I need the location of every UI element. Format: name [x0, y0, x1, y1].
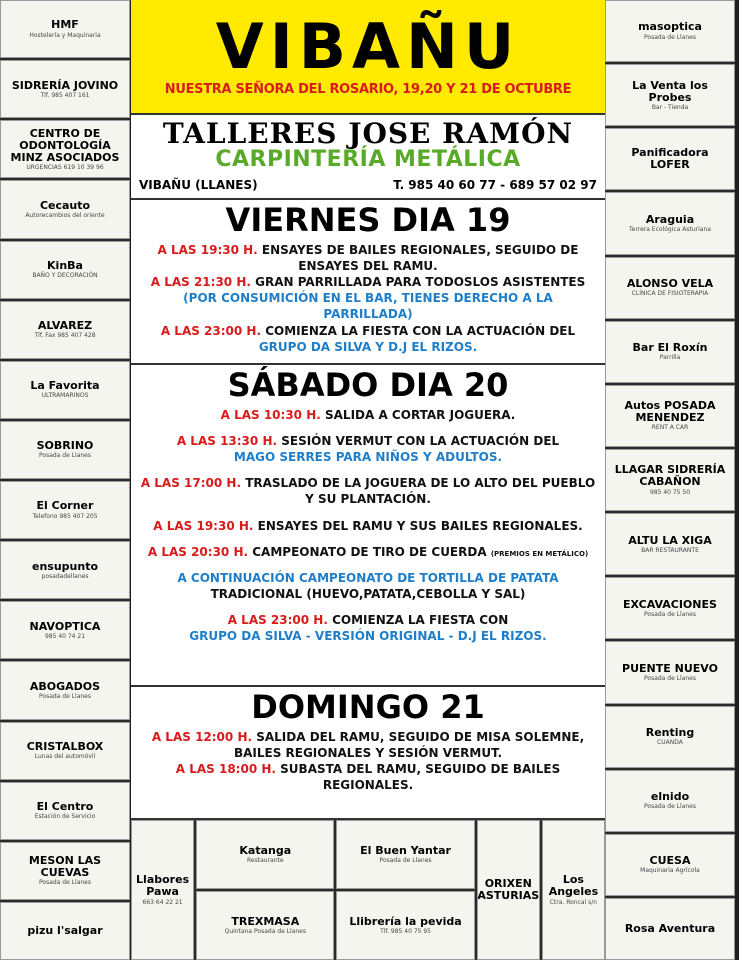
sponsor-ad	[477, 820, 540, 960]
sponsor-ad	[336, 820, 474, 889]
title-banner	[131, 0, 605, 115]
ad-detail: Tlf. 985 407 161	[40, 91, 90, 99]
sponsor-ad	[0, 361, 130, 419]
spacer	[137, 465, 599, 475]
sponsor-ad	[605, 0, 735, 62]
sponsor-ad	[605, 385, 735, 447]
sponsor-phones: T. 985 40 60 77 - 689 57 02 97	[393, 178, 597, 192]
sponsor-ad	[0, 902, 130, 960]
ad-detail: CLÍNICA DE FISIOTERAPIA	[631, 290, 709, 298]
sponsor-ad	[0, 241, 130, 299]
event-time: A LAS 19:30 H.	[157, 242, 258, 257]
ad-name: NAVOPTICA	[29, 619, 101, 633]
event-time: A LAS 21:30 H.	[150, 274, 251, 289]
sponsor-ad	[605, 834, 735, 896]
ad-pair	[196, 820, 334, 960]
ad-name: CUESA	[649, 854, 691, 868]
sponsor-ad	[605, 257, 735, 319]
ad-detail: CUANDA	[657, 739, 683, 747]
ad-name: El Buen Yantar	[360, 843, 451, 857]
day-section	[131, 365, 605, 687]
event-text: GRAN PARRILLADA PARA TODOSLOS ASISTENTES	[255, 274, 586, 289]
event-time: A LAS 23:00 H.	[160, 323, 262, 338]
day-title: VIERNES DIA 19	[225, 201, 511, 239]
ad-detail: RENT A CAR	[651, 424, 689, 432]
sponsor-ad	[605, 64, 735, 126]
ad-detail: URGENCIAS 619 10 39 96	[26, 163, 104, 171]
ad-name: ALVAREZ	[37, 319, 93, 333]
sponsor-ad	[0, 60, 130, 118]
ad-detail: Posada de Llanes	[644, 674, 696, 682]
ad-name: TREXMASA	[231, 914, 300, 928]
ad-detail: Tlf. 985 40 75 95	[380, 927, 431, 935]
event-time: A LAS 10:30 H.	[220, 407, 321, 422]
sponsor-ad	[605, 641, 735, 703]
ad-name: PUENTE NUEVO	[622, 661, 718, 675]
ad-detail: Posada de Llanes	[39, 452, 91, 460]
event-small-note: (PREMIOS EN METÁLICO)	[490, 549, 589, 558]
ad-name: Bar El Roxín	[632, 341, 708, 355]
ad-detail: Posada de Llanes	[644, 33, 696, 41]
ad-pair	[336, 820, 474, 960]
ad-detail: Lunas del automóvil	[34, 753, 96, 761]
ad-detail: Autorecambios del oriente	[25, 211, 105, 219]
event-time: A LAS 19:30 H.	[153, 518, 254, 533]
event-text: SALIDA DEL RAMU, SEGUIDO DE MISA SOLEMNE, BAILES REGIONALES Y SESIÓN VERMUT.	[233, 729, 585, 760]
ad-name: Rosa Aventura	[624, 921, 716, 935]
event-note: A CONTINUACIÓN CAMPEONATO DE TORTILLA DE PATATA	[177, 570, 559, 585]
sponsor-ad	[0, 180, 130, 238]
event-text: TRADICIONAL (HUEVO,PATATA,CEBOLLA Y SAL)	[210, 587, 526, 602]
event-item	[137, 612, 599, 644]
spacer	[137, 508, 599, 518]
event-item	[137, 544, 599, 560]
ad-name: Llibrería la pevida	[349, 914, 462, 928]
ad-name: Panificadora LOFER	[631, 146, 709, 172]
event-item	[137, 761, 599, 793]
event-text: ENSAYES DE BAILES REGIONALES, SEGUIDO DE ENSAYES DEL RAMU.	[261, 242, 579, 273]
ad-detail: 985 40 74 21	[44, 632, 86, 640]
ad-name: ALONSO VELA	[626, 276, 714, 290]
sponsor-ad	[196, 820, 334, 889]
spacer	[137, 534, 599, 544]
ad-name: Araguia	[645, 212, 695, 226]
festival-subtitle: NUESTRA SEÑORA DEL ROSARIO, 19,20 Y 21 DE OCTUBRE	[164, 82, 572, 97]
event-item	[137, 274, 599, 323]
ad-name: SIDRERÍA JOVINO	[11, 78, 119, 92]
ad-detail: ULTRAMARINOS	[41, 392, 89, 400]
sponsor-ad	[196, 891, 334, 960]
sponsor-trade: CARPINTERÍA METÁLICA	[215, 147, 521, 173]
day-title: DOMINGO 21	[251, 688, 485, 726]
ad-name: ABOGADOS	[29, 679, 101, 693]
ad-name: EXCAVACIONES	[623, 597, 717, 611]
sponsor-ad	[0, 0, 130, 58]
ad-name: El Centro	[36, 800, 94, 814]
event-text: TRASLADO DE LA JOGUERA DE LO ALTO DEL PUEBLO Y SU PLANTACIÓN.	[245, 476, 596, 507]
ad-name: El Corner	[36, 499, 94, 513]
ad-name: Renting	[645, 725, 695, 739]
ad-name: Katanga	[239, 843, 292, 857]
ad-detail: posadadellanes	[41, 572, 89, 580]
event-item	[137, 242, 599, 274]
event-text: COMIENZA LA FIESTA CON	[332, 613, 509, 628]
event-time: A LAS 18:00 H.	[175, 761, 276, 776]
ad-detail: Tlf. Fax 985 407 428	[34, 332, 96, 340]
event-item	[137, 518, 599, 534]
sponsor-ad	[605, 192, 735, 254]
day-title: SÁBADO DIA 20	[227, 366, 509, 404]
day-section	[131, 200, 605, 365]
ad-name: CRISTALBOX	[26, 739, 104, 753]
event-time: A LAS 17:00 H.	[140, 476, 242, 491]
ad-detail: Bar - Tienda	[651, 103, 689, 111]
ad-detail: Estación de Servicio	[34, 813, 96, 821]
sponsor-ad	[0, 120, 130, 178]
event-text: COMIENZA LA FIESTA CON LA ACTUACIÓN DEL	[265, 323, 576, 338]
event-time: A LAS 20:30 H.	[147, 544, 249, 559]
sponsor-ad	[0, 842, 130, 900]
bottom-ad-row	[131, 820, 605, 960]
ad-name: KinBa	[47, 258, 83, 272]
event-item	[137, 570, 599, 602]
ad-name: HMF	[51, 18, 79, 32]
ad-name: masoptica	[638, 20, 702, 34]
ad-detail: Posada de Llanes	[644, 803, 696, 811]
ad-name: elnido	[650, 790, 690, 804]
page-title: VIBAÑU	[215, 10, 521, 83]
sponsor-ad	[605, 706, 735, 768]
sponsor-ad	[0, 722, 130, 780]
right-ad-column	[605, 0, 735, 960]
ad-detail: Parrilla	[659, 354, 681, 362]
sponsor-ad	[131, 820, 194, 960]
event-note: GRUPO DA SILVA Y D.J EL RIZOS.	[258, 339, 478, 354]
sponsor-ad	[0, 661, 130, 719]
ad-name: La Favorita	[30, 379, 100, 393]
ad-detail: Posada de Llanes	[379, 856, 432, 864]
left-ad-column	[0, 0, 130, 960]
sponsor-ad	[605, 128, 735, 190]
sponsor-ad	[0, 601, 130, 659]
ad-name: ORIXEN ASTURIAS	[477, 876, 540, 902]
ad-name: SOBRINO	[36, 439, 94, 453]
event-time: A LAS 12:00 H.	[151, 729, 253, 744]
poster-main	[131, 0, 605, 820]
sponsor-ad	[605, 770, 735, 832]
event-text: SESIÓN VERMUT CON LA ACTUACIÓN DEL	[281, 433, 560, 448]
sponsor-ad	[605, 513, 735, 575]
ad-detail: Hostelería y Maquinaria	[29, 31, 101, 39]
ad-name: LLAGAR SIDRERÍA CABAÑON	[614, 463, 726, 489]
sponsor-ad	[605, 321, 735, 383]
event-text: ENSAYES DEL RAMU Y SUS BAILES REGIONALES.	[257, 518, 583, 533]
sponsor-name: TALLERES JOSE RAMÓN	[162, 117, 574, 150]
ad-detail: Posada de Llanes	[39, 692, 91, 700]
ad-name: La Venta los Probes	[632, 78, 708, 104]
ad-name: MESON LAS CUEVAS	[28, 854, 102, 880]
sponsor-ad	[605, 898, 735, 960]
ad-detail: 663 64 22 21	[142, 898, 183, 906]
ad-name: Autos POSADA MENENDEZ	[624, 399, 716, 425]
event-note: GRUPO DA SILVA - VERSIÓN ORIGINAL - D.J EL RIZOS.	[189, 629, 547, 644]
ad-detail: Quintana Posada de Llanes	[224, 927, 306, 935]
program-days	[131, 200, 605, 820]
ad-detail: BAR RESTAURANTE	[641, 546, 699, 554]
event-item	[137, 323, 599, 355]
ad-name: ALTU LA XIGA	[628, 533, 712, 547]
ad-detail: Maquinaria Agrícola	[640, 867, 700, 875]
event-item	[137, 729, 599, 761]
spacer	[137, 560, 599, 570]
spacer	[137, 423, 599, 433]
day-section	[131, 687, 605, 820]
sponsor-ad	[542, 820, 605, 960]
ad-detail: Posada de Llanes	[39, 879, 91, 887]
sponsor-ad	[605, 449, 735, 511]
event-note: MAGO SERRES PARA NIÑOS Y ADULTOS.	[233, 449, 503, 464]
ad-detail: 985 40 75 50	[649, 488, 691, 496]
sponsor-location: VIBAÑU (LLANES)	[139, 178, 258, 192]
spacer	[137, 602, 599, 612]
event-text: SUBASTA DEL RAMU, SEGUIDO DE BAILES REGIONALES.	[280, 761, 561, 793]
ad-name: pizu l'salgar	[27, 923, 103, 937]
ad-detail: Posada de Llanes	[644, 610, 696, 618]
ad-detail: Restaurante	[247, 856, 284, 864]
event-item	[137, 433, 599, 465]
sponsor-ad	[336, 891, 474, 960]
event-note: (POR CONSUMICIÓN EN EL BAR, TIENES DERECHO A LA PARRILLADA)	[183, 291, 553, 322]
sponsor-ad	[0, 421, 130, 479]
sponsor-ad	[0, 481, 130, 539]
ad-name: CENTRO DE ODONTOLOGÍA MINZ ASOCIADOS	[10, 126, 120, 164]
ad-name: Cecauto	[39, 198, 91, 212]
ad-name: ensupunto	[31, 559, 99, 573]
ad-detail: Ctra. Roncal s/n	[549, 898, 598, 906]
event-time: A LAS 23:00 H.	[227, 613, 328, 628]
sponsor-ad	[0, 301, 130, 359]
sponsor-ad	[0, 541, 130, 599]
ad-name: Los Angeles	[548, 873, 599, 899]
sponsor-ad	[0, 782, 130, 840]
event-time: A LAS 13:30 H.	[176, 433, 278, 448]
event-text: CAMPEONATO DE TIRO DE CUERDA	[252, 544, 487, 559]
sponsor-ad	[605, 577, 735, 639]
ad-detail: Terrera Ecológica Asturiana	[629, 225, 711, 233]
ad-name: Llabores Pawa	[136, 873, 190, 899]
ad-detail: BAÑO Y DECORACIÓN	[32, 272, 98, 280]
event-item	[137, 407, 599, 423]
main-sponsor	[131, 115, 605, 200]
event-text: SALIDA A CORTAR JOGUERA.	[325, 407, 516, 422]
event-item	[137, 475, 599, 507]
ad-detail: Telefono 985 407 205	[32, 512, 98, 520]
